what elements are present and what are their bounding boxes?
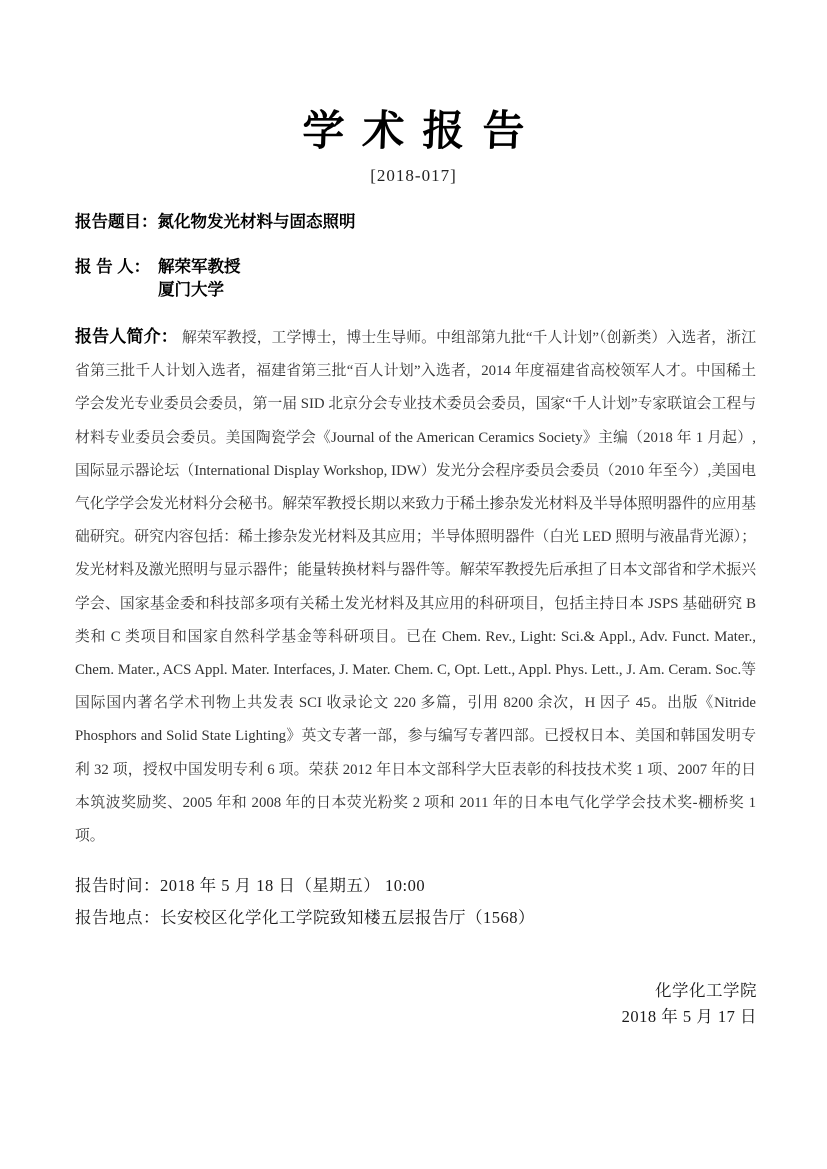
speaker-value: 解荣军教授 <box>158 258 241 276</box>
place-field <box>75 904 535 928</box>
signature-block <box>622 978 757 1030</box>
time-label: 报告时间： <box>75 876 160 895</box>
speaker-affiliation: 厦门大学 <box>158 281 224 299</box>
bio-label: 报告人简介： <box>75 327 178 346</box>
time-field <box>75 872 425 896</box>
signature-date: 2018 年 5 月 17 日 <box>621 1007 757 1026</box>
time-value: 2018 年 5 月 18 日（星期五） 10:00 <box>160 876 426 895</box>
document-title: 学术报告 <box>301 106 544 155</box>
topic-value: 氮化物发光材料与固态照明 <box>157 213 356 231</box>
topic-field <box>75 211 356 234</box>
speaker-row <box>75 256 241 279</box>
topic-label: 报告题目： <box>75 213 158 231</box>
bio-text: 解荣军教授，工学博士，博士生导师。中组部第九批“千人计划”（创新类）入选者，浙江省第三批千人计划入选者，福建省第三批“百人计划”入选者，2014 年度福建省高校领军人才。中国稀土学会发光专业委员会委员，第一届 SID 北京分会专业技术委员会委员，国家“千人计划”专家联谊会工程与材料专业委员会委员。美国陶瓷学会《Journal of the American Ceramics Society》主编（2018 年 1 月起）, 国际显示器论坛（International Display Workshop, IDW）发光分会程序委员会委员（2010 年至今）,美国电气化学学会发光材料分会秘书。解荣军教授长期以来致力于稀土掺杂发光材料及半导体照明器件的应用基础研究。研究内容包括：稀土掺杂发光材料及其应用；半导体照明器件（白光 LED 照明与液晶背光源）；发光材料及激光照明与显示器件；能量转换材料与器件等。解荣军教授先后承担了日本文部省和学术振兴学会、国家基金委和科技部多项有关稀土发光材料及其应用的科研项目，包括主持日本 JSPS 基础研究 B 类和 C 类项目和国家自然科学基金等科研项目。已在 Chem. Rev., Light: Sci.& Appl., Adv. Funct. Mater., Chem. Mater., ACS Appl. Mater. Interfaces, J. Mater. Chem. C, Opt. Lett., Appl. Phys. Lett., J. Am. Ceram. Soc.等国际国内著名学术刊物上共发表 SCI 收录论文 220 多篇，引用 8200 余次，H 因子 45。出版《Nitride Phosphors and Solid State Lighting》英文专著一部，参与编写专著四部。已授权日本、美国和韩国发明专利 32 项，授权中国发明专利 6 项。荣获 2012 年日本文部科学大臣表彰的科技技术奖 1 项、2007 年的日本筑波奖励奖、2005 年和 2008 年的日本荧光粉奖 2 项和 2011 年的日本电气化学学会技术奖-棚桥奖 1 项。 <box>75 330 756 845</box>
document-number: [2018-017] <box>370 166 457 185</box>
signature-org: 化学化工学院 <box>655 981 757 1000</box>
speaker-field <box>75 256 241 302</box>
place-value: 长安校区化学化工学院致知楼五层报告厅（1568） <box>160 908 535 927</box>
place-label: 报告地点： <box>75 908 160 927</box>
speaker-bio-paragraph <box>75 320 756 853</box>
speaker-label: 报 告 人： <box>75 258 151 276</box>
